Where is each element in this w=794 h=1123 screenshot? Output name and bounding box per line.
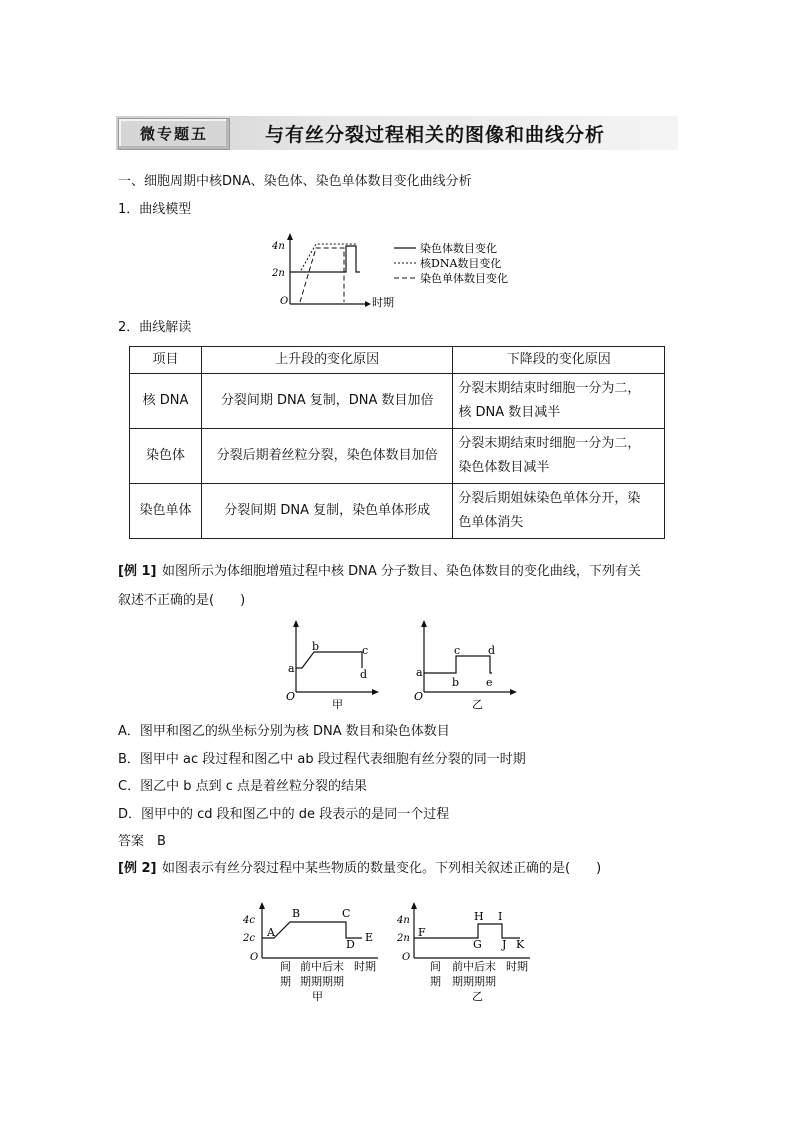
point-label: c — [362, 644, 369, 657]
x-label-bottom: 期 — [430, 975, 441, 988]
x-label-top: 间 — [280, 960, 291, 973]
example1-stem-line1: 如图所示为体细胞增殖过程中核 DNA 分子数目、染色体数目的变化曲线，下列有关 — [162, 564, 641, 579]
topic-badge-label: 微专题五 — [139, 125, 208, 143]
y-tick-2c: 2c — [243, 933, 255, 944]
option-d: D．图甲中的 cd 段和图乙中的 de 段表示的是同一个过程 — [118, 807, 450, 822]
point-label: D — [346, 938, 355, 951]
table-row — [130, 429, 665, 484]
origin-label: O — [402, 952, 411, 963]
table-header-row — [130, 347, 665, 374]
section-heading: 一、细胞周期中核DNA、染色体、染色单体数目变化曲线分析 — [118, 174, 472, 189]
y-tick-4n: 4n — [397, 915, 410, 926]
point-label: e — [486, 676, 493, 689]
table-cell-item: 核 DNA — [130, 374, 202, 429]
x-label-bottom: 期期期期 — [452, 975, 496, 988]
point-label: b — [312, 640, 320, 653]
point-label: B — [292, 907, 301, 920]
fall-line-1: 分裂后期姐妹染色单体分开，染 — [458, 491, 641, 506]
table-cell-fall — [453, 429, 665, 484]
table-header: 下降段的变化原因 — [453, 347, 665, 374]
y-tick-4c: 4c — [243, 915, 255, 926]
origin-label: O — [280, 296, 289, 307]
point-label: d — [360, 668, 368, 681]
fall-line-2: 色单体消失 — [458, 515, 524, 530]
point-label: d — [488, 644, 496, 657]
example2-tag: [例 2] — [118, 861, 157, 876]
table-cell-rise: 分裂后期着丝粒分裂，染色体数目加倍 — [201, 429, 452, 484]
curve-reading-table — [129, 346, 665, 539]
y-tick-2n: 2n — [397, 933, 410, 944]
legend-dna: 核DNA数目变化 — [420, 257, 502, 270]
point-label: I — [498, 910, 503, 923]
fall-line-2: 核 DNA 数目减半 — [458, 405, 561, 420]
x-axis-label: 时期 — [372, 296, 394, 309]
point-label: J — [502, 938, 507, 951]
table-row — [130, 374, 665, 429]
answer: 答案 B — [118, 834, 166, 849]
example1-tag: [例 1] — [118, 564, 157, 579]
option-c: C．图乙中 b 点到 c 点是着丝粒分裂的结果 — [118, 779, 368, 794]
y-axis-arrow — [411, 902, 417, 909]
point-label: C — [342, 907, 351, 920]
x-label-bottom: 期 — [280, 975, 291, 988]
chromosome-line — [290, 246, 360, 272]
point-label: b — [452, 676, 460, 689]
table-header: 上升段的变化原因 — [201, 347, 452, 374]
x-axis-arrow — [365, 301, 371, 307]
point-label: K — [516, 938, 525, 951]
table-header: 项目 — [130, 347, 202, 374]
table-cell-item: 染色单体 — [130, 484, 202, 539]
point-label: F — [418, 926, 426, 939]
page-title: 与有丝分裂过程相关的图像和曲线分析 — [265, 124, 606, 146]
subheading-curve-model: 1．曲线模型 — [118, 202, 192, 217]
origin-label: O — [414, 690, 424, 703]
fall-line-1: 分裂末期结束时细胞一分为二， — [458, 436, 641, 451]
x-label-top: 时期 — [354, 960, 376, 973]
curve-model-chart — [270, 232, 540, 312]
y-tick-2n: 2n — [272, 268, 285, 279]
y-axis-arrow — [293, 620, 299, 627]
topic-badge — [118, 118, 230, 150]
chart-caption: 甲 — [312, 990, 323, 1003]
point-label: A — [267, 926, 275, 939]
y-axis-arrow — [421, 620, 427, 627]
y-axis-arrow — [259, 902, 265, 909]
x-label-top: 前中后末 — [452, 960, 496, 973]
fall-line-2: 染色体数目减半 — [458, 460, 550, 475]
table-cell-rise: 分裂间期 DNA 复制，DNA 数目加倍 — [201, 374, 452, 429]
example2-stem: 如图表示有丝分裂过程中某些物质的数量变化。下列相关叙述正确的是( ) — [162, 861, 602, 876]
chart-caption: 乙 — [472, 698, 483, 710]
x-label-top: 间 — [430, 960, 441, 973]
point-label: a — [416, 666, 423, 679]
legend-chromosome: 染色体数目变化 — [420, 242, 497, 255]
table-cell-fall — [453, 374, 665, 429]
point-label: G — [473, 938, 482, 951]
point-label: E — [365, 931, 374, 944]
x-label-top: 前中后末 — [300, 960, 344, 973]
chart-caption: 乙 — [472, 990, 483, 1003]
option-a: A．图甲和图乙的纵坐标分别为核 DNA 数目和染色体数目 — [118, 724, 450, 739]
example1-chart-jia — [282, 618, 382, 710]
example2-chart-jia — [240, 900, 390, 1004]
table-cell-rise: 分裂间期 DNA 复制，染色单体形成 — [201, 484, 452, 539]
option-b: B．图甲中 ac 段过程和图乙中 ab 段过程代表细胞有丝分裂的同一时期 — [118, 752, 526, 767]
table-cell-item: 染色体 — [130, 429, 202, 484]
x-label-top: 时期 — [506, 960, 528, 973]
table-row — [130, 484, 665, 539]
point-label: a — [288, 662, 295, 675]
y-tick-4n: 4n — [272, 241, 285, 252]
example1-stem-line2: 叙述不正确的是( ) — [118, 593, 246, 608]
point-label: H — [474, 910, 484, 923]
chromatid-line — [300, 248, 344, 302]
example2-chart-yi — [396, 900, 546, 1004]
jia-curve — [296, 652, 362, 668]
point-label: c — [454, 644, 461, 657]
y-axis-arrow — [287, 233, 293, 240]
x-axis-arrow — [372, 689, 379, 695]
origin-label: O — [250, 952, 259, 963]
fall-line-1: 分裂末期结束时细胞一分为二， — [458, 381, 641, 396]
x-label-bottom: 期期期期 — [300, 975, 344, 988]
legend-chromatid: 染色单体数目变化 — [420, 272, 508, 285]
example1-chart-yi — [410, 618, 520, 710]
x-axis-arrow — [510, 689, 517, 695]
yi-curve — [414, 924, 520, 938]
jia-curve — [262, 922, 362, 938]
table-cell-fall — [453, 484, 665, 539]
yi-curve — [424, 656, 492, 673]
subheading-curve-reading: 2．曲线解读 — [118, 320, 192, 335]
chart-caption: 甲 — [332, 698, 343, 710]
origin-label: O — [286, 690, 296, 703]
